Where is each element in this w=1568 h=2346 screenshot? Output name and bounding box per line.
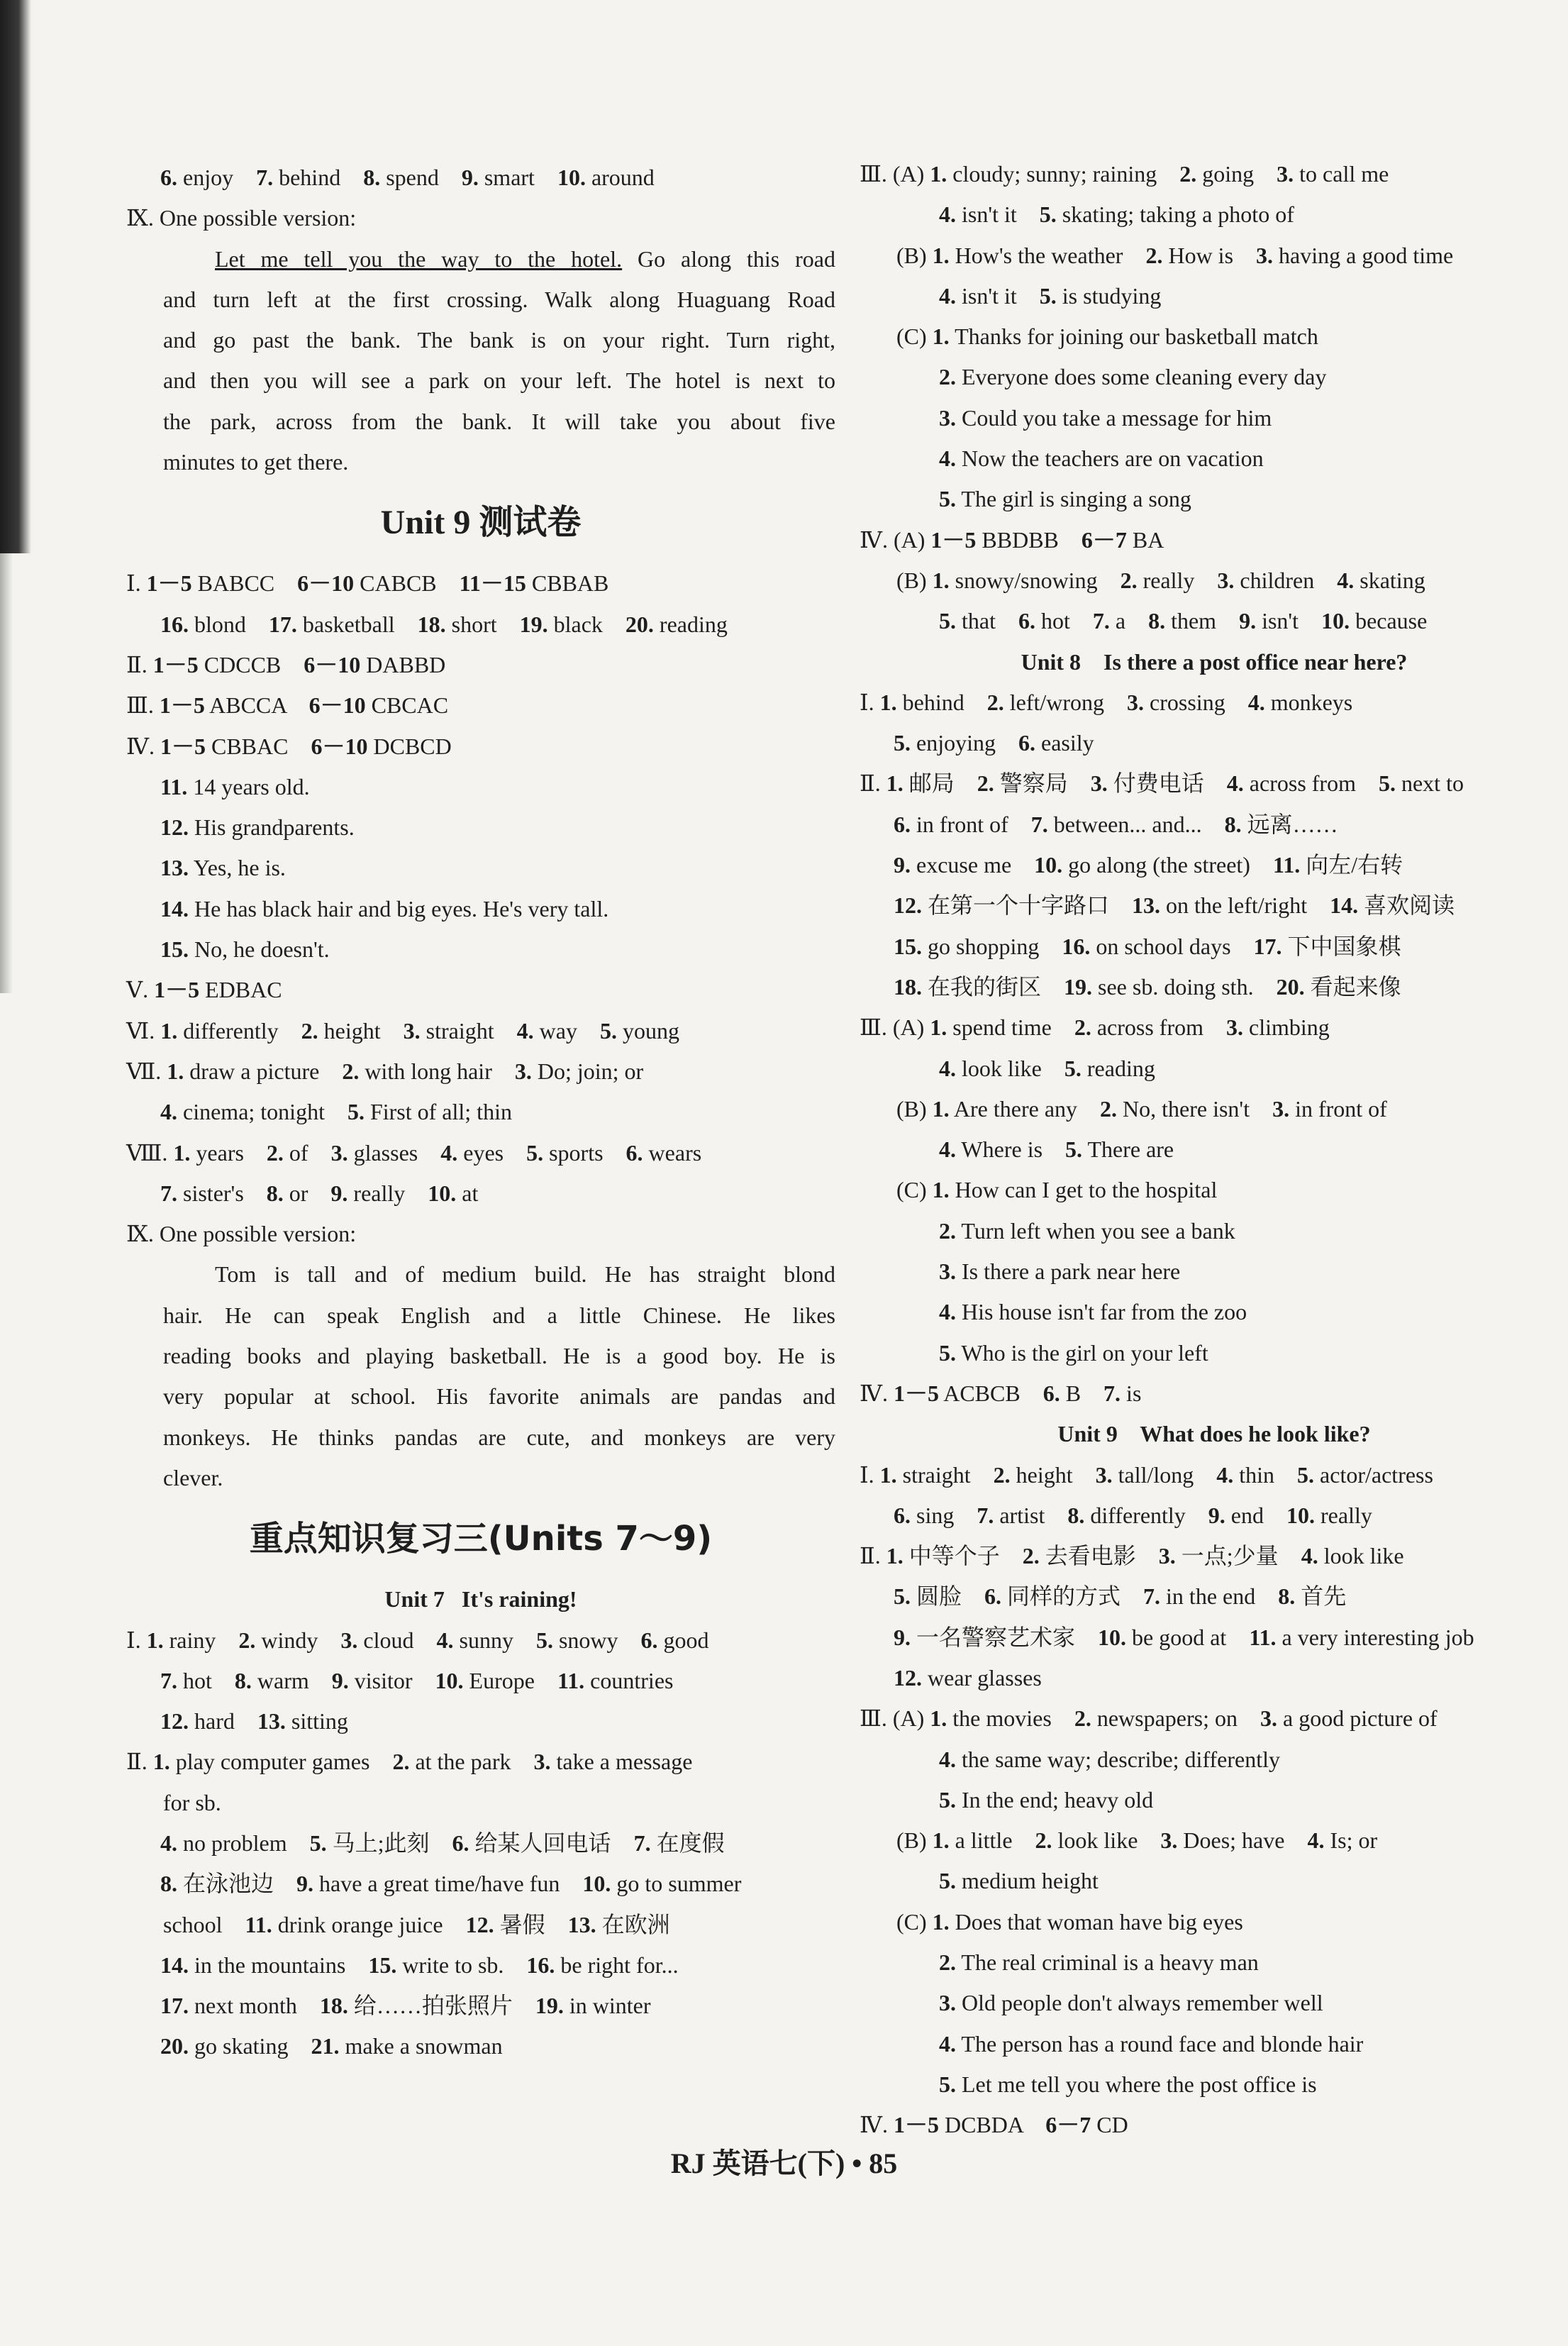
- answer-line: Ⅱ. 1. 中等个子 2. 去看电影 3. 一点;少量 4. look like: [860, 1543, 1404, 1569]
- answer-line: 12. His grandparents.: [160, 814, 355, 841]
- unit9-test-answers: [126, 563, 835, 1254]
- answer-line: 15. No, he doesn't.: [160, 936, 330, 963]
- answer-line: 4. Now the teachers are on vacation: [939, 446, 1264, 472]
- essay-line: very popular at school. His favorite animals are pandas and: [163, 1383, 835, 1410]
- answer-line: 12. 在第一个十字路口 13. on the left/right 14. 喜欢阅读: [894, 892, 1455, 919]
- essay-line: and go past the bank. The bank is on your right. Turn right,: [163, 327, 835, 353]
- essay-line: monkeys. He thinks pandas are cute, and monkeys are very: [163, 1424, 835, 1450]
- unit9-answers: [860, 1455, 1568, 2146]
- unit7-heading: Unit 7 It's raining!: [384, 1586, 577, 1612]
- answer-line: 2. Everyone does some cleaning every day: [939, 364, 1327, 390]
- answer-line: 3. Is there a park near here: [939, 1258, 1181, 1285]
- answer-line: 5. Who is the girl on your left: [939, 1339, 1208, 1366]
- essay-tom-description: [126, 1254, 835, 1498]
- answer-line: 5. medium height: [939, 1868, 1099, 1894]
- essay-line: and turn left at the first crossing. Walk along Huaguang Road: [163, 286, 835, 312]
- answer-line: (C) 1. How can I get to the hospital: [896, 1177, 1218, 1203]
- answer-line: 8. 在泳池边 9. have a great time/have fun 10. go to summer: [160, 1871, 742, 1897]
- answer-line: Ⅸ. One possible version:: [126, 1221, 357, 1247]
- answer-line: 5. In the end; heavy old: [939, 1786, 1154, 1813]
- answer-line: Ⅱ. 1. play computer games 2. at the park 3. take a message: [126, 1749, 693, 1775]
- answer-line: 4. The person has a round face and blonde hair: [939, 2030, 1364, 2057]
- answer-line: Ⅶ. 1. draw a picture 2. with long hair 3. Do; join; or: [126, 1058, 644, 1084]
- answer-line: Ⅳ. 1－5 DCBDA 6－7 CD: [860, 2112, 1128, 2138]
- answer-line: (B) 1. Are there any 2. No, there isn't 3. in front of: [896, 1095, 1387, 1122]
- essay-hotel-directions: [126, 239, 835, 483]
- answer-line: (B) 1. How's the weather 2. How is 3. having a good time: [896, 242, 1454, 268]
- answer-line: 5. Let me tell you where the post office is: [939, 2071, 1317, 2097]
- answer-line: Ⅴ. 1－5 EDBAC: [126, 977, 282, 1003]
- essay-line: Let me tell you the way to the hotel. Go along this road: [215, 245, 836, 272]
- answer-line: 4. Where is 5. There are: [939, 1136, 1174, 1163]
- answer-line: 12. hard 13. sitting: [160, 1708, 348, 1734]
- answer-line: Ⅱ. 1－5 CDCCB 6－10 DABBD: [126, 651, 446, 677]
- answer-line: 4. His house isn't far from the zoo: [939, 1299, 1247, 1325]
- answer-line: Ⅱ. 1. 邮局 2. 警察局 3. 付费电话 4. across from 5. next to: [860, 770, 1464, 797]
- answer-line: 13. Yes, he is.: [160, 855, 286, 881]
- answer-line: 2. The real criminal is a heavy man: [939, 1949, 1259, 1976]
- answer-line: Ⅸ. One possible version:: [126, 205, 357, 231]
- answer-line: 6. in front of 7. between... and... 8. 远离……: [894, 811, 1338, 837]
- answer-line: (C) 1. Does that woman have big eyes: [896, 1908, 1243, 1935]
- answer-line: Ⅰ. 1. behind 2. left/wrong 3. crossing 4. monkeys: [860, 689, 1353, 715]
- answer-line: Ⅲ. (A) 1. cloudy; sunny; raining 2. going 3. to call me: [860, 161, 1389, 187]
- answer-line: Ⅲ. (A) 1. the movies 2. newspapers; on 3. a good picture of: [860, 1705, 1438, 1732]
- answer-line: 5. 圆脸 6. 同样的方式 7. in the end 8. 首先: [894, 1583, 1347, 1610]
- answer-line: 4. isn't it 5. is studying: [939, 282, 1162, 309]
- answer-line: (C) 1. Thanks for joining our basketball match: [896, 323, 1318, 350]
- answer-line: 9. excuse me 10. go along (the street) 11. 向左/右转: [894, 852, 1403, 878]
- unit8-answers: [860, 682, 1568, 1414]
- answer-line: 18. 在我的街区 19. see sb. doing sth. 20. 看起来像: [894, 973, 1401, 1000]
- unit9-test-heading: Unit 9 测试卷: [380, 504, 582, 542]
- answer-line: 3. Old people don't always remember well: [939, 1990, 1323, 2016]
- answer-line: 4. isn't it 5. skating; taking a photo of: [939, 201, 1294, 228]
- answer-line: Ⅰ. 1. straight 2. height 3. tall/long 4. thin 5. actor/actress: [860, 1461, 1433, 1488]
- essay-line: and then you will see a park on your left. The hotel is next to: [163, 367, 835, 394]
- answer-line: 3. Could you take a message for him: [939, 404, 1272, 431]
- answer-line: 16. blond 17. basketball 18. short 19. black 20. reading: [160, 611, 728, 637]
- answer-line: 5. that 6. hot 7. a 8. them 9. isn't 10. because: [939, 608, 1428, 634]
- answer-line: 7. sister's 8. or 9. really 10. at: [160, 1180, 479, 1206]
- answer-line: Ⅷ. 1. years 2. of 3. glasses 4. eyes 5. sports 6. wears: [126, 1139, 702, 1166]
- essay-line: clever.: [163, 1464, 223, 1490]
- answer-line: school 11. drink orange juice 12. 暑假 13. 在欧洲: [163, 1911, 670, 1937]
- unit8-heading: Unit 8 Is there a post office near here?: [1021, 648, 1408, 675]
- answer-line: 17. next month 18. 给……拍张照片 19. in winter: [160, 1993, 651, 2019]
- answer-line: 9. 一名警察艺术家 10. be good at 11. a very interesting job: [894, 1624, 1474, 1650]
- essay-line: the park, across from the bank. It will take you about five: [163, 408, 835, 434]
- essay-line: Tom is tall and of medium build. He has straight blond: [215, 1261, 835, 1288]
- answer-line: 5. enjoying 6. easily: [894, 730, 1094, 756]
- answer-line: Ⅵ. 1. differently 2. height 3. straight 4. way 5. young: [126, 1017, 679, 1044]
- unit7-answers-continued: [860, 154, 1568, 642]
- answer-line: 4. look like 5. reading: [939, 1055, 1155, 1081]
- answer-line: 4. the same way; describe; differently: [939, 1746, 1281, 1772]
- book-binding-shadow: [0, 0, 31, 553]
- answer-line: Ⅳ. 1－5 ACBCB 6. B 7. is: [860, 1380, 1142, 1406]
- answer-line: 4. cinema; tonight 5. First of all; thin: [160, 1099, 512, 1125]
- answer-line: for sb.: [163, 1789, 221, 1815]
- unit9-heading: Unit 9 What does he look like?: [1057, 1421, 1371, 1447]
- answer-line: (B) 1. snowy/snowing 2. really 3. children 4. skating: [896, 567, 1425, 593]
- answer-line: Ⅰ. 1－5 BABCC 6－10 CABCB 11－15 CBBAB: [126, 570, 609, 597]
- answer-line: Ⅳ. (A) 1－5 BBDBB 6－7 BA: [860, 526, 1164, 553]
- answer-line: 14. in the mountains 15. write to sb. 16. be right for...: [160, 1952, 679, 1978]
- essay-line: minutes to get there.: [163, 449, 349, 475]
- unit7-answers: [126, 1620, 835, 2067]
- answer-line: 12. wear glasses: [894, 1664, 1042, 1691]
- answer-line: Ⅳ. 1－5 CBBAC 6－10 DCBCD: [126, 733, 452, 759]
- binding-edge-shadow: [0, 553, 13, 993]
- answer-line: 6. enjoy 7. behind 8. spend 9. smart 10. around: [160, 165, 655, 190]
- answer-line: 15. go shopping 16. on school days 17. 下中国象棋: [894, 933, 1401, 959]
- left-column: [126, 157, 835, 2067]
- answer-line: 2. Turn left when you see a bank: [939, 1217, 1235, 1244]
- essay-line: reading books and playing basketball. He is a good boy. He is: [163, 1343, 835, 1369]
- page-footer: RJ 英语七(下) • 85: [670, 2147, 898, 2179]
- answer-line: Ⅲ. (A) 1. spend time 2. across from 3. climbing: [860, 1014, 1330, 1041]
- answer-line: Ⅲ. 1－5 ABCCA 6－10 CBCAC: [126, 692, 449, 719]
- essay-line: hair. He can speak English and a little Chinese. He likes: [163, 1302, 835, 1328]
- right-column: [860, 154, 1568, 2146]
- answer-line: 14. He has black hair and big eyes. He's very tall.: [160, 895, 609, 922]
- answer-line: 20. go skating 21. make a snowman: [160, 2033, 503, 2059]
- answer-line: 11. 14 years old.: [160, 773, 310, 799]
- review-three-heading: 重点知识复习三(Units 7～9): [249, 1519, 713, 1559]
- answer-line: 4. no problem 5. 马上;此刻 6. 给某人回电话 7. 在度假: [160, 1830, 725, 1856]
- answer-line: Ⅰ. 1. rainy 2. windy 3. cloud 4. sunny 5. snowy 6. good: [126, 1627, 709, 1653]
- answer-line: 6. sing 7. artist 8. differently 9. end 10. really: [894, 1502, 1372, 1528]
- answer-line: 7. hot 8. warm 9. visitor 10. Europe 11. countries: [160, 1667, 674, 1693]
- answer-line: 5. The girl is singing a song: [939, 486, 1191, 512]
- answer-line: (B) 1. a little 2. look like 3. Does; have 4. Is; or: [896, 1827, 1378, 1854]
